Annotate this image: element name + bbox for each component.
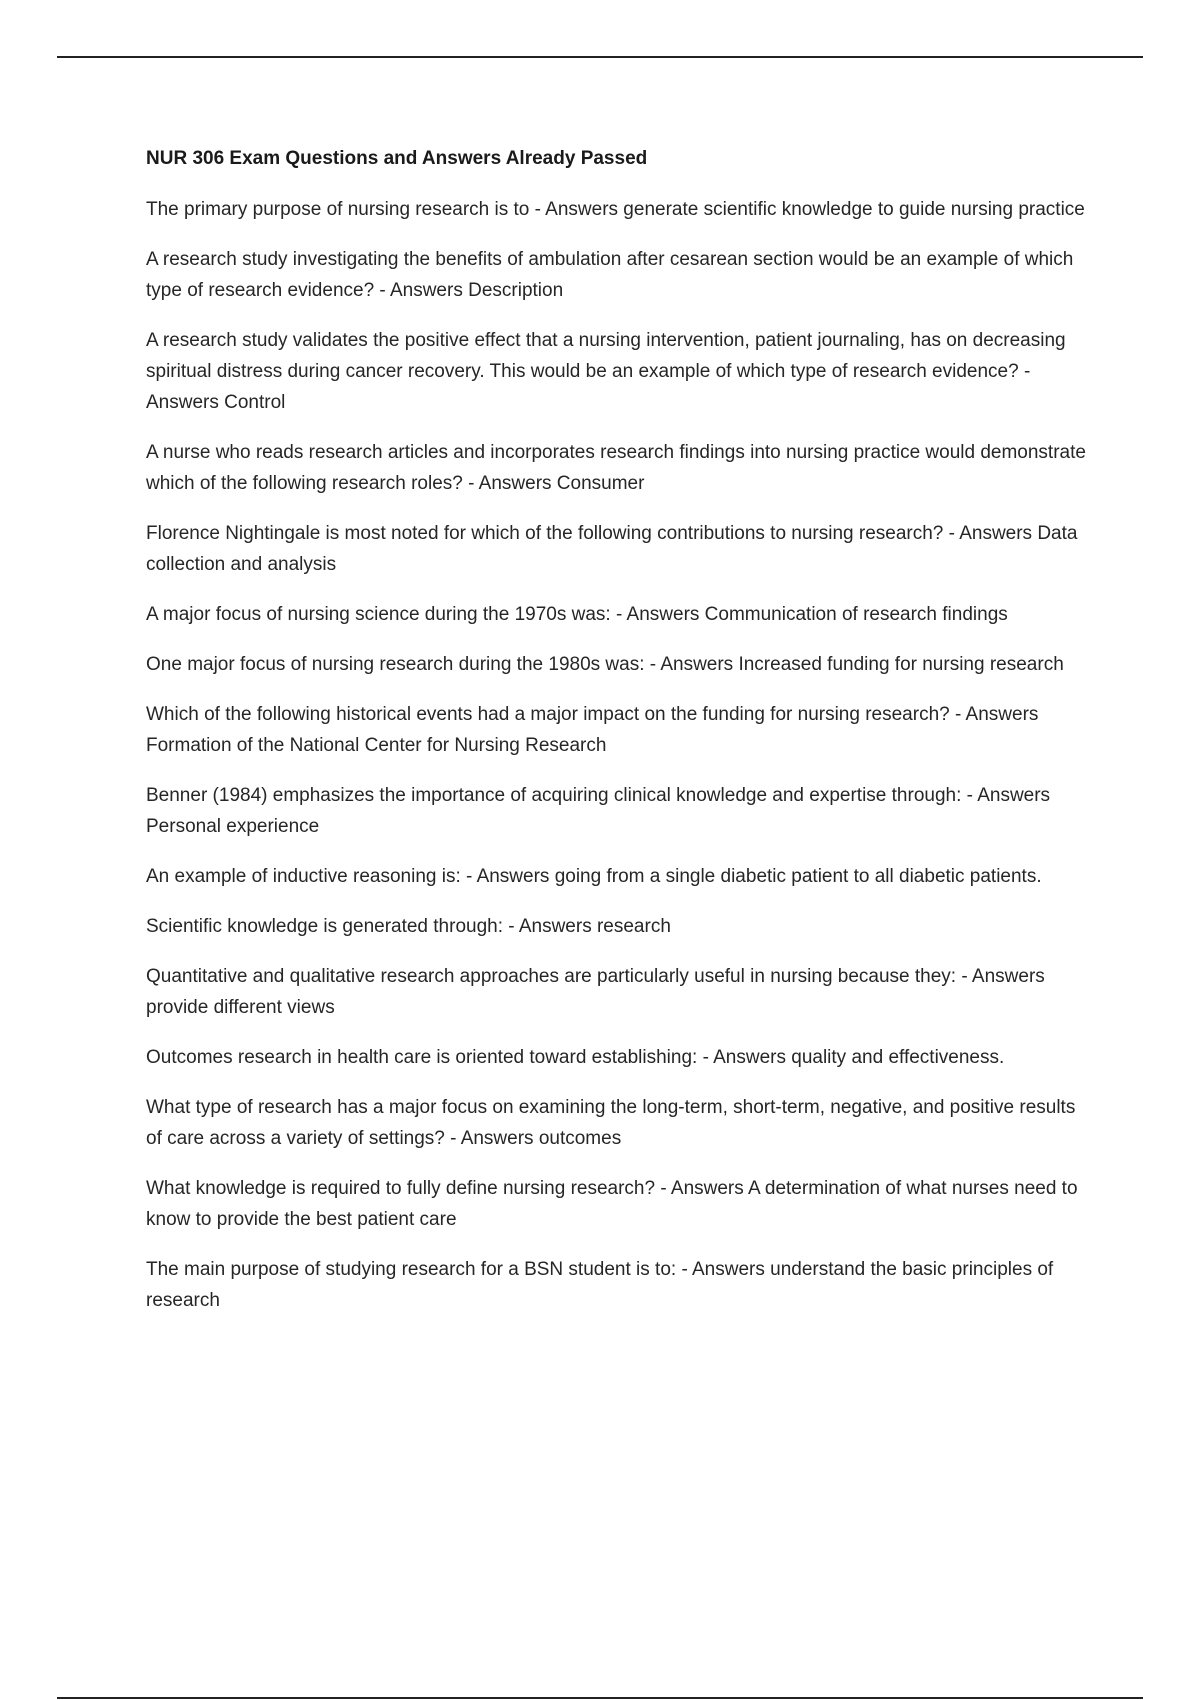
qa-item: Florence Nightingale is most noted for which of the following contributions to nursing research? - Answers Data collection and analysis (146, 523, 1078, 575)
qa-item: The primary purpose of nursing research is to - Answers generate scientific knowledge to guide nursing practice (146, 199, 1085, 220)
qa-item: A major focus of nursing science during the 1970s was: - Answers Communication of research findings (146, 604, 1008, 625)
qa-item: A research study investigating the benefits of ambulation after cesarean section would be an example of which type of research evidence? - Answers Description (146, 249, 1074, 301)
qa-item: The main purpose of studying research for a BSN student is to: - Answers understand the basic principles of research (146, 1259, 1054, 1311)
qa-item: Benner (1984) emphasizes the importance of acquiring clinical knowledge and expertise through: - Answers Personal experience (146, 785, 1051, 837)
document-title: NUR 306 Exam Questions and Answers Already Passed (146, 148, 648, 169)
footer-rule (57, 1697, 1143, 1699)
qa-item: Which of the following historical events had a major impact on the funding for nursing research? - Answers Formation of the National Center for Nursing Research (146, 704, 1039, 756)
qa-item: Quantitative and qualitative research approaches are particularly useful in nursing because they: - Answers provide different views (146, 966, 1045, 1018)
qa-item: What knowledge is required to fully define nursing research? - Answers A determination of what nurses need to know to provide the best patient care (146, 1178, 1078, 1230)
qa-item: Outcomes research in health care is oriented toward establishing: - Answers quality and effectiveness. (146, 1047, 1005, 1068)
qa-item: An example of inductive reasoning is: - Answers going from a single diabetic patient to all diabetic patients. (146, 866, 1042, 887)
qa-item: A research study validates the positive effect that a nursing intervention, patient journaling, has on decreasing spiritual distress during cancer recovery. This would be an example of which type of research evidence? - Answers Control (146, 330, 1066, 413)
qa-list (146, 194, 1096, 1316)
qa-item: A nurse who reads research articles and incorporates research findings into nursing practice would demonstrate which of the following research roles? - Answers Consumer (146, 442, 1086, 494)
qa-item: Scientific knowledge is generated through: - Answers research (146, 916, 671, 937)
qa-item: One major focus of nursing research during the 1980s was: - Answers Increased funding for nursing research (146, 654, 1064, 675)
qa-item: What type of research has a major focus on examining the long-term, short-term, negative, and positive results of care across a variety of settings? - Answers outcomes (146, 1097, 1076, 1149)
document-body (146, 144, 1096, 1335)
header-rule (57, 56, 1143, 58)
